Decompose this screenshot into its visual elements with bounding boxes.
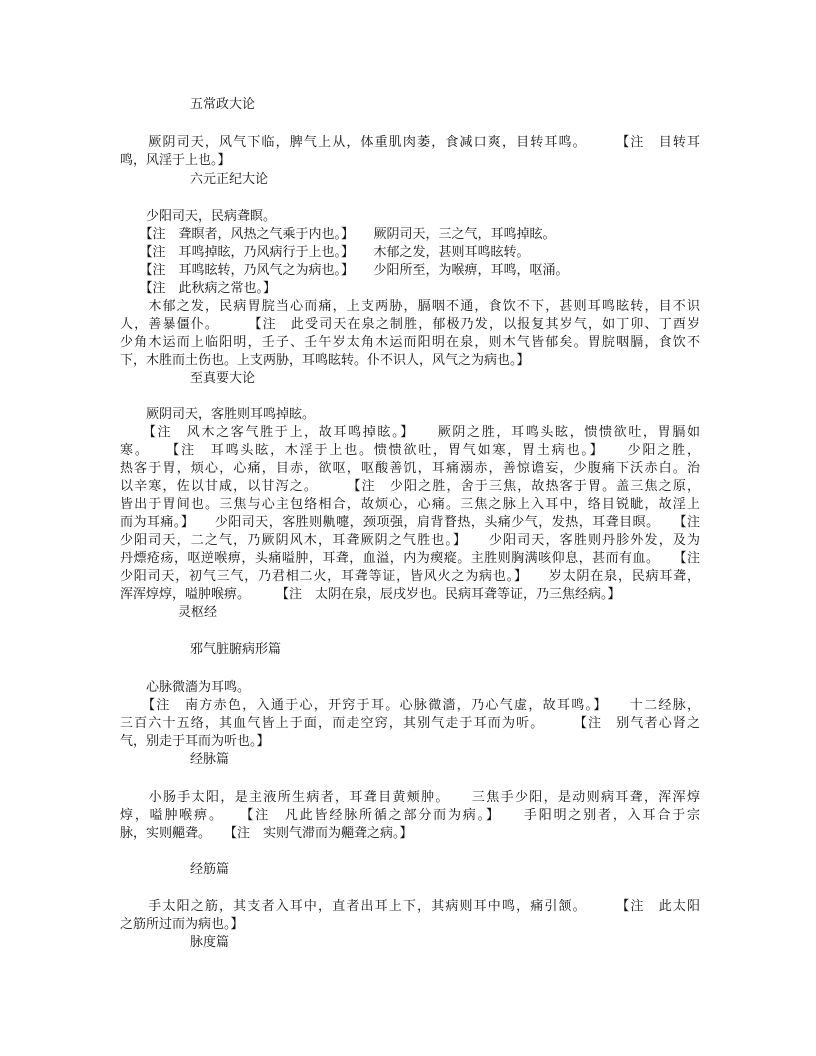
text-line: 以辛寒，佐以甘咸，以甘泻之。 【注 少阳之胜，舍于三焦，故热客于胃。盖三焦之原，: [120, 479, 700, 494]
section-heading: 至真要大论: [190, 371, 256, 386]
book-heading: 灵枢经: [178, 605, 218, 620]
text-line: 焞，嗌肿喉痹。 【注 凡此皆经脉所循之部分而为病。】 手阳明之别者，入耳合于宗: [120, 808, 700, 823]
text-line: 【注 南方赤色，入通于心，开窍于耳。心脉微濇，乃心气虚，故耳鸣。】 十二经脉，: [120, 698, 700, 713]
text-line: 【注 耳鸣掉眩，乃风病行于上也。】 木郁之发，甚则耳鸣眩转。: [120, 245, 530, 260]
text-line: 皆出于胃间也。三焦与心主包络相合，故烦心，心痛。三焦之脉上入耳中，络目锐眦，故淫上: [120, 497, 700, 512]
text-line: 少阳司天，初气三气，乃君相二火，耳聋等证，皆风火之为病也。】 岁太阴在泉，民病耳聋，: [120, 569, 700, 584]
text-line: 少角木运而上临阳明，壬子、壬午岁太角木运而阳明在泉，则木气皆郁矣。胃脘咽膈，食饮不: [120, 335, 700, 350]
text-line: 脉，实则齆聋。 【注 实则气滞而为齆聋之病。】: [120, 826, 413, 841]
text-line: 少阳司天，民病聋瞑。: [120, 209, 277, 224]
text-line: 木郁之发，民病胃脘当心而痛，上支两胁，膈咽不通，食饮不下，甚则耳鸣眩转，目不识: [120, 299, 700, 314]
text-line: 而为耳痛。】 少阳司天，客胜则鼽嚏，颈项强，肩背瞀热，头痛少气，发热，耳聋目暝。 【注: [120, 515, 700, 530]
text-line: 【注 此秋病之常也。】: [120, 281, 277, 296]
text-line: 少阳司天，二之气，乃厥阴风木，耳聋厥阴之气胜也。】 少阳司天，客胜则丹胗外发，及为: [120, 533, 700, 548]
text-line: 【注 聋瞑者，风热之气乘于内也。】 厥阴司天，三之气，耳鸣掉眩。: [120, 227, 556, 242]
text-line: 【注 耳鸣眩转，乃风气之为病也。】 少阳所至，为喉痹，耳鸣，呕涌。: [120, 263, 569, 278]
text-line: 厥阴司天，客胜则耳鸣掉眩。: [120, 407, 316, 422]
text-line: 热客于胃，烦心，心痛，目赤，欲呕，呕酸善饥，耳痛溺赤，善惊谵妄，少腹痛下沃赤白。治: [120, 461, 700, 476]
text-line: 心脉微濇为耳鸣。: [120, 680, 251, 695]
section-heading: 六元正纪大论: [190, 172, 269, 187]
text-line: 寒。 【注 耳鸣头眩，木淫于上也。愦愦欲吐，胃气如寒，胃土病也。】 少阳之胜，: [120, 443, 700, 458]
text-line: 手太阳之筋，其支者入耳中，直者出耳上下，其病则耳中鸣，痛引颔。 【注 此太阳: [120, 899, 700, 914]
text-line: 丹熛疮疡，呕逆喉痹，头痛嗌肿，耳聋，血溢，内为瘈瘲。主胜则胸满咳仰息，甚而有血。 【注: [120, 551, 700, 566]
section-heading: 脉度篇: [190, 935, 230, 950]
text-line: 之筋所过而为病也。】: [120, 917, 244, 932]
section-heading: 经脉篇: [190, 752, 230, 767]
text-line: 【注 风木之客气胜于上，故耳鸣掉眩。】 厥阴之胜，耳鸣头眩，愦愦欲吐，胃膈如: [120, 425, 700, 440]
section-heading: 五常政大论: [190, 97, 256, 112]
text-line: 鸣，风淫于上也。】: [120, 153, 231, 168]
text-line: 三百六十五络，其血气皆上于面，而走空窍，其别气走于耳而为听。 【注 别气者心肾之: [120, 716, 700, 731]
text-line: 气，别走于耳而为听也。】: [120, 734, 270, 749]
text-line: 下，木胜而土伤也。上支两胁，耳鸣眩转。仆不识人，风气之为病也。】: [120, 353, 530, 368]
text-line: 浑浑焞焞，嗌肿喉痹。 【注 太阴在泉，辰戌岁也。民病耳聋等证，乃三焦经病。】: [120, 587, 621, 602]
text-line: 厥阴司天，风气下临，脾气上从，体重肌肉萎，食减口爽，目转耳鸣。 【注 目转耳: [120, 135, 700, 150]
section-heading: 邪气脏腑病形篇: [190, 642, 282, 657]
section-heading: 经筋篇: [190, 862, 230, 877]
text-line: 人，善暴僵仆。 【注 此受司天在泉之制胜，郁极乃发，以报复其岁气，如丁卯、丁酉岁: [120, 317, 700, 332]
text-line: 小肠手太阳，是主液所生病者，耳聋目黄颊肿。 三焦手少阳，是动则病耳聋，浑浑焞: [120, 790, 700, 805]
